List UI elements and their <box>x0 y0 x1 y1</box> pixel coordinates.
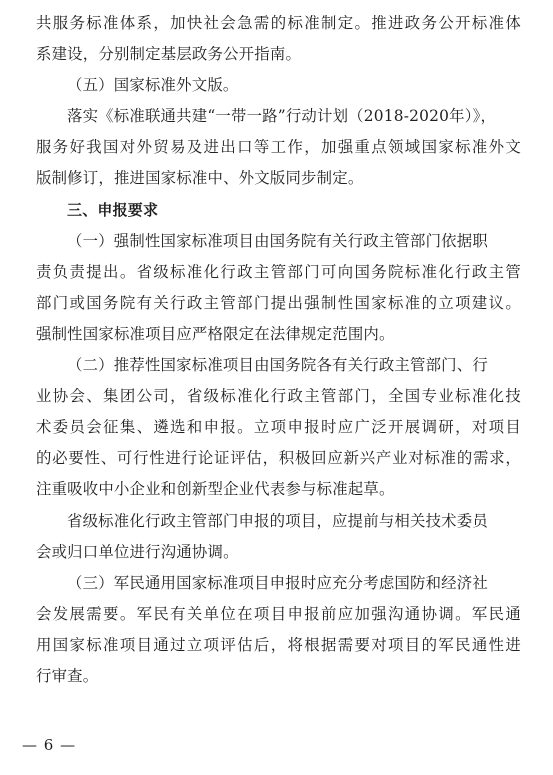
text-line: 落实《标准联通共建“一带一路”行动计划（2018-2020年）》， <box>67 107 497 126</box>
text-line: 的必要性、可行性进行论证评估，积极回应新兴产业对标准的需求， <box>36 449 521 468</box>
text-line: 业协会、集团公司，省级标准化行政主管部门，全国专业标准化技 <box>36 387 521 406</box>
text-line: 部门或国务院有关行政主管部门提出强制性国家标准的立项建议。 <box>36 293 521 312</box>
body-text <box>36 8 521 692</box>
text-line: 会发展需要。军民有关单位在项目申报前应加强沟通协调。军民通 <box>36 604 521 623</box>
text-line: 行审查。 <box>36 666 99 685</box>
text-line: 责负责提出。省级标准化行政主管部门可向国务院标准化行政主管 <box>36 262 521 281</box>
text-line: 术委员会征集、遴选和申报。立项申报时应广泛开展调研，对项目 <box>36 418 521 437</box>
section-subheading: （五）国家标准外文版。 <box>67 76 239 95</box>
text-line: （三）军民通用国家标准项目申报时应充分考虑国防和经济社 <box>67 573 488 592</box>
text-line: （一）强制性国家标准项目由国务院有关行政主管部门依据职 <box>67 231 488 250</box>
text-line: 版制修订，推进国家标准中、外文版同步制定。 <box>36 169 364 188</box>
text-line: 共服务标准体系，加快社会急需的标准制定。推进政务公开标准体 <box>36 14 521 32</box>
text-line: 服务好我国对外贸易及进出口等工作，加强重点领域国家标准外文 <box>36 138 521 157</box>
text-line: 强制性国家标准项目应严格限定在法律规定范围内。 <box>36 324 395 343</box>
text-line: 会或归口单位进行沟通协调。 <box>36 542 239 561</box>
text-line: 用国家标准项目通过立项评估后，将根据需要对项目的军民通性进 <box>36 635 521 654</box>
text-line: 省级标准化行政主管部门申报的项目，应提前与相关技术委员 <box>67 511 488 530</box>
section-heading: 三、申报要求 <box>67 200 159 219</box>
text-line: （二）推荐性国家标准项目由国务院各有关行政主管部门、行 <box>67 356 488 375</box>
page-number: — 6 — <box>22 736 77 754</box>
text-line: 注重吸收中小企业和创新型企业代表参与标准起草。 <box>36 480 395 499</box>
text-line: 系建设，分别制定基层政务公开指南。 <box>36 45 302 64</box>
